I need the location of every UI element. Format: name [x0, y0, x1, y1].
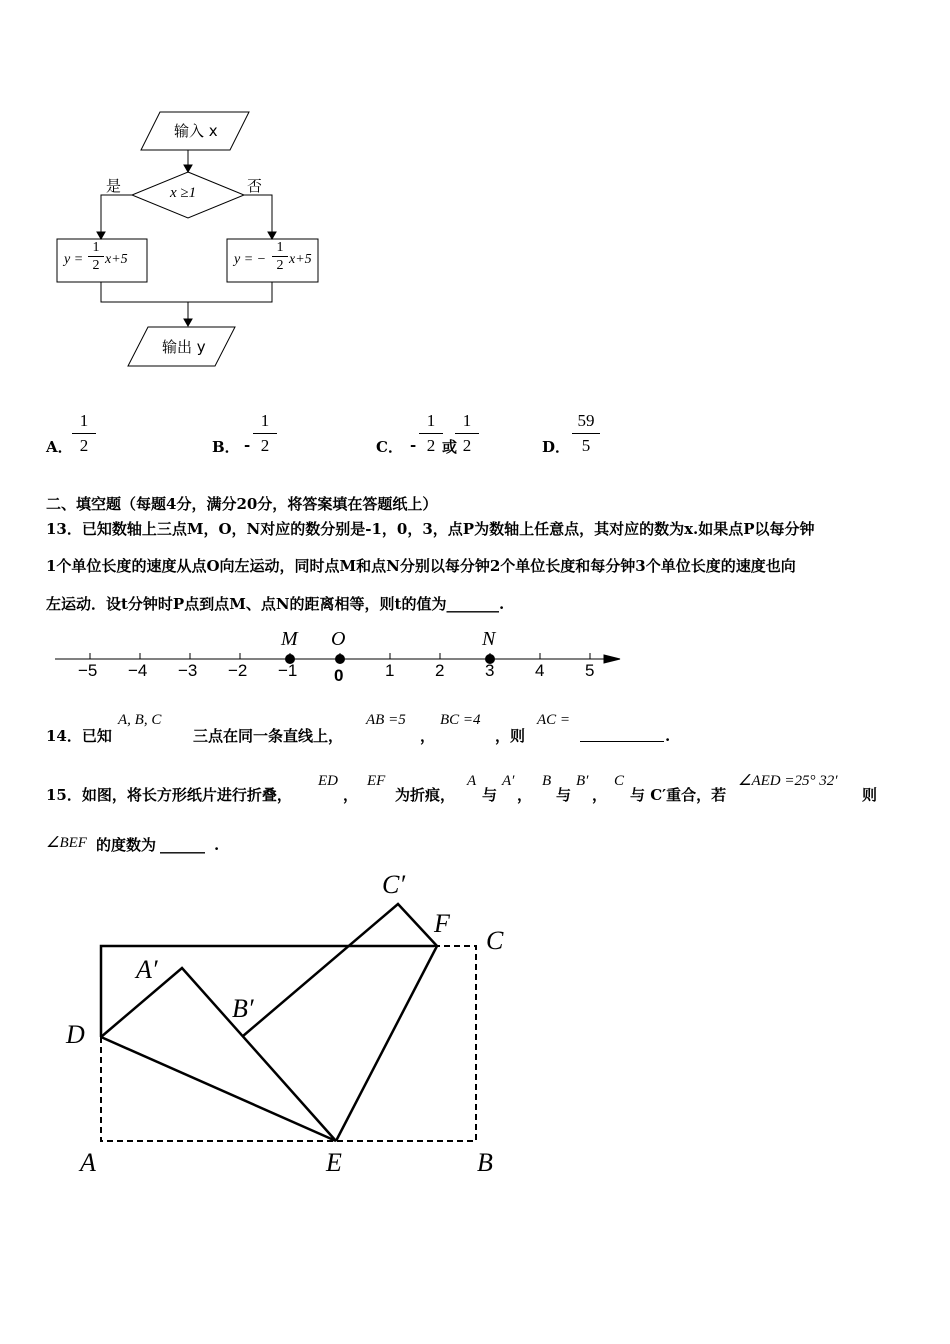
- q15-a: A: [467, 773, 477, 789]
- q13-line-2: 1个单位长度的速度从点O向左运动，同时点M和点N分别以每分钟2个单位长度和每分钟3个单位长度的速度也向: [46, 557, 796, 575]
- flowchart-no-label: 否: [247, 177, 263, 195]
- q15-a-prime: A′: [502, 773, 515, 789]
- option-c-fraction-2: 1 2: [455, 412, 479, 455]
- flowchart-condition-label: x ≥1: [170, 185, 197, 201]
- q15-crease: 为折痕，: [395, 786, 456, 804]
- q14-prefix: 14．已知: [46, 727, 112, 745]
- tick-label-3: 3: [485, 661, 495, 680]
- flowchart-yes-label: 是: [106, 177, 122, 195]
- right-box-fraction: 1 2: [272, 240, 288, 273]
- q15-b-prime: B′: [576, 773, 589, 789]
- tick-label-neg3: −3: [178, 661, 198, 680]
- option-d-label: D．: [542, 438, 571, 456]
- q14-then: ，则: [495, 727, 526, 745]
- q15-answer-blank[interactable]: ______: [160, 836, 205, 854]
- figure-label-e: E: [326, 1148, 342, 1177]
- option-c-fraction-1: 1 2: [419, 412, 443, 455]
- figure-label-b-prime: B′: [232, 994, 254, 1023]
- q14-bc: BC =4: [440, 712, 481, 728]
- q14-end: .: [665, 727, 671, 745]
- q15-comma-2: ，: [517, 786, 533, 804]
- q15-prefix: 15．如图，将长方形纸片进行折叠，: [46, 786, 292, 804]
- q13-line-1: 13．已知数轴上三点M，O，N对应的数分别是-1，0，3，点P为数轴上任意点，其对应的数为x.如果点P以每分钟: [46, 520, 815, 538]
- figure-label-f: F: [434, 909, 450, 938]
- q15-comma-3: ，: [592, 786, 608, 804]
- left-box-suffix: x+5: [105, 252, 128, 267]
- flowchart-input-label: 输入 x: [174, 122, 218, 140]
- figure-label-d: D: [66, 1020, 85, 1049]
- tick-label-neg4: −4: [128, 661, 148, 680]
- q15-then: 则: [862, 786, 878, 804]
- section-2-title: 二、填空题（每题4分，满分20分，将答案填在答题纸上）: [46, 495, 438, 513]
- q15-comma-1: ，: [343, 786, 359, 804]
- q15-ef: EF: [367, 773, 386, 789]
- q14-answer-blank[interactable]: [580, 726, 664, 742]
- right-box-formula: y = −: [234, 252, 267, 267]
- q15-c: C: [614, 773, 625, 789]
- tick-label-1: 1: [385, 661, 395, 680]
- tick-label-5: 5: [585, 661, 595, 680]
- figure-label-a: A: [80, 1148, 96, 1177]
- option-a-fraction: 1 2: [72, 412, 96, 455]
- q15-end: .: [214, 836, 220, 854]
- figure-label-c: C: [486, 926, 504, 955]
- q14-mid: 三点在同一条直线上，: [193, 727, 344, 745]
- q15-ed: ED: [318, 773, 338, 789]
- tick-label-zero: 0: [334, 666, 344, 685]
- q15-with-1: 与: [482, 786, 498, 804]
- q15-angle-bef: ∠BEF: [46, 835, 87, 851]
- tick-label-neg5: −5: [78, 661, 98, 680]
- option-b-label: B．: [212, 438, 240, 456]
- flowchart-output-label: 输出 y: [162, 338, 206, 356]
- tick-label-2: 2: [435, 661, 445, 680]
- option-c-label: C．: [376, 438, 403, 456]
- figure-label-a-prime: A′: [136, 955, 158, 984]
- q15-with-3: 与 C′重合，若: [630, 786, 727, 804]
- q14-ac: AC =: [537, 712, 571, 728]
- q14-points: A, B, C: [118, 712, 162, 728]
- tick-label-4: 4: [535, 661, 545, 680]
- figure-label-c-prime: C′: [382, 870, 406, 899]
- folding-figure: [101, 904, 476, 1141]
- option-b-fraction: 1 2: [253, 412, 277, 455]
- q15-b: B: [542, 773, 552, 789]
- option-c-or: 或: [442, 438, 458, 456]
- point-n-label: N: [482, 628, 496, 650]
- option-d-fraction: 59 5: [572, 412, 600, 455]
- q14-comma: ，: [420, 727, 436, 745]
- option-c-sign: -: [410, 436, 417, 454]
- left-box-formula: y =: [64, 252, 84, 267]
- figure-label-b: B: [477, 1148, 493, 1177]
- point-m-label: M: [281, 628, 298, 650]
- q14-ab: AB =5: [366, 712, 406, 728]
- right-box-suffix: x+5: [289, 252, 312, 267]
- q15-with-2: 与: [556, 786, 572, 804]
- point-o-dot: [335, 654, 345, 664]
- q15-ask: 的度数为: [96, 836, 157, 854]
- option-b-sign: -: [244, 436, 251, 454]
- tick-label-neg1: −1: [278, 661, 298, 680]
- q15-angle-aed: ∠AED =25° 32′: [738, 773, 838, 789]
- point-o-label: O: [331, 628, 346, 650]
- option-a-label: A．: [46, 438, 73, 456]
- tick-label-neg2: −2: [228, 661, 248, 680]
- left-box-fraction: 1 2: [88, 240, 104, 273]
- q13-line-3: 左运动．设t分钟时P点到点M、点N的距离相等，则t的值为_______.: [46, 595, 505, 613]
